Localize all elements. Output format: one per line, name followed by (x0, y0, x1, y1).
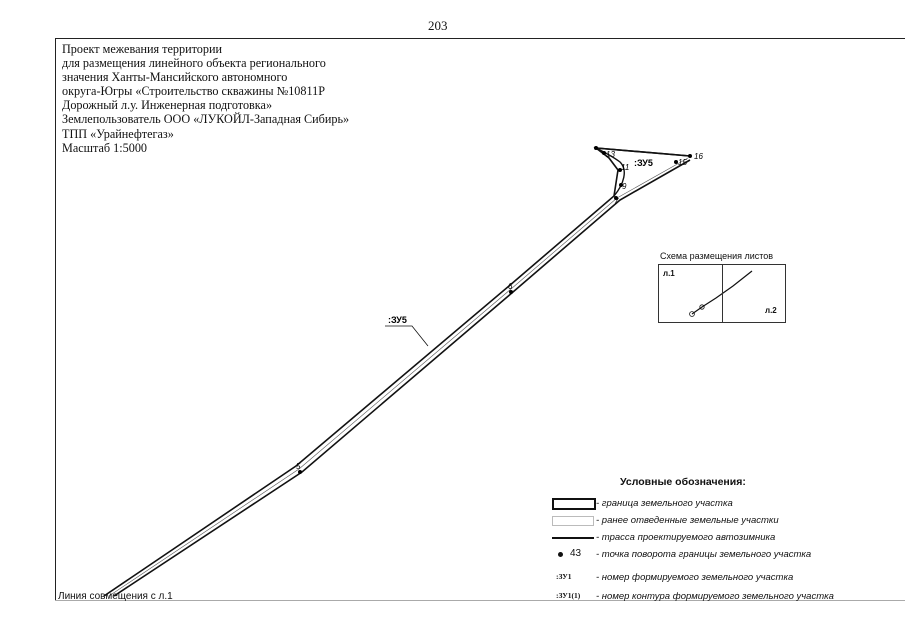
legend-item-text: - номер контура формируемого земельного участка (596, 590, 834, 602)
title-line: округа-Югры «Строительство скважины №10811Р (62, 84, 325, 99)
legend-item-allotted (550, 513, 779, 527)
legend-item-text: - номер формируемого земельного участка (596, 571, 794, 583)
parcel-label: :ЗУ5 (634, 158, 653, 168)
scheme-divider (722, 265, 723, 322)
legend-item-route (550, 530, 775, 544)
turning-point-label: 7 (614, 197, 619, 206)
legend-contour-code: :ЗУ1(1) (556, 591, 581, 600)
legend-title: Условные обозначения: (620, 476, 746, 488)
legend-point-number: 43 (570, 548, 582, 559)
title-line: Проект межевания территории (62, 42, 223, 56)
turning-point-label: 15 (678, 158, 687, 167)
turning-point-label: 13 (606, 150, 615, 159)
parcel-label: :ЗУ5 (388, 315, 407, 325)
parcel-code-symbol-icon (550, 571, 596, 583)
legend-item-point (550, 547, 811, 561)
scheme-sheet-2-label: л.2 (765, 306, 777, 315)
title-line: ТПП «Урайнефтегаз» (62, 126, 174, 141)
point-symbol-icon (550, 548, 596, 560)
sheet-layout-scheme (658, 264, 786, 323)
scale-label: Масштаб 1:5000 (62, 140, 148, 155)
legend-item-boundary (550, 496, 733, 510)
match-line-label: Линия совмещения с л.1 (58, 591, 173, 602)
title-line: Землепользователь ООО «ЛУКОЙЛ-Западная Сибирь» (62, 112, 350, 127)
turning-point-label: 5 (296, 462, 301, 471)
parcel-label-leader (385, 326, 428, 346)
scheme-title: Схема размещения листов (660, 251, 774, 261)
legend-item-text: - трасса проектируемого автозимника (596, 531, 776, 543)
legend-parcel-code: :ЗУ1 (556, 572, 572, 581)
turning-point-label: 11 (621, 163, 630, 172)
legend-item-text: - ранее отведенные земельные участки (596, 514, 779, 526)
turning-point-label: 16 (694, 152, 703, 161)
turning-point-label: 6 (508, 282, 513, 291)
boundary-symbol-icon (550, 497, 596, 509)
route-symbol-icon (550, 531, 596, 543)
title-line: значения Ханты-Мансийского автономного (62, 70, 288, 85)
legend-item-text: - точка поворота границы земельного участка (596, 548, 812, 560)
title-line: для размещения линейного объекта регионального (62, 56, 326, 71)
page-number: 203 (428, 18, 448, 33)
title-line: Дорожный л.у. Инженерная подготовка» (62, 98, 273, 113)
legend-item-text: - граница земельного участка (596, 497, 733, 509)
turning-point-marker (594, 146, 598, 150)
turning-point-label: 9 (622, 182, 627, 191)
legend-item-contour-code (550, 589, 834, 603)
contour-code-symbol-icon (550, 590, 596, 602)
legend-item-parcel-code (550, 570, 793, 584)
turning-point-marker (688, 154, 692, 158)
allotted-symbol-icon (550, 514, 596, 526)
scheme-sheet-1-label: л.1 (663, 269, 675, 278)
